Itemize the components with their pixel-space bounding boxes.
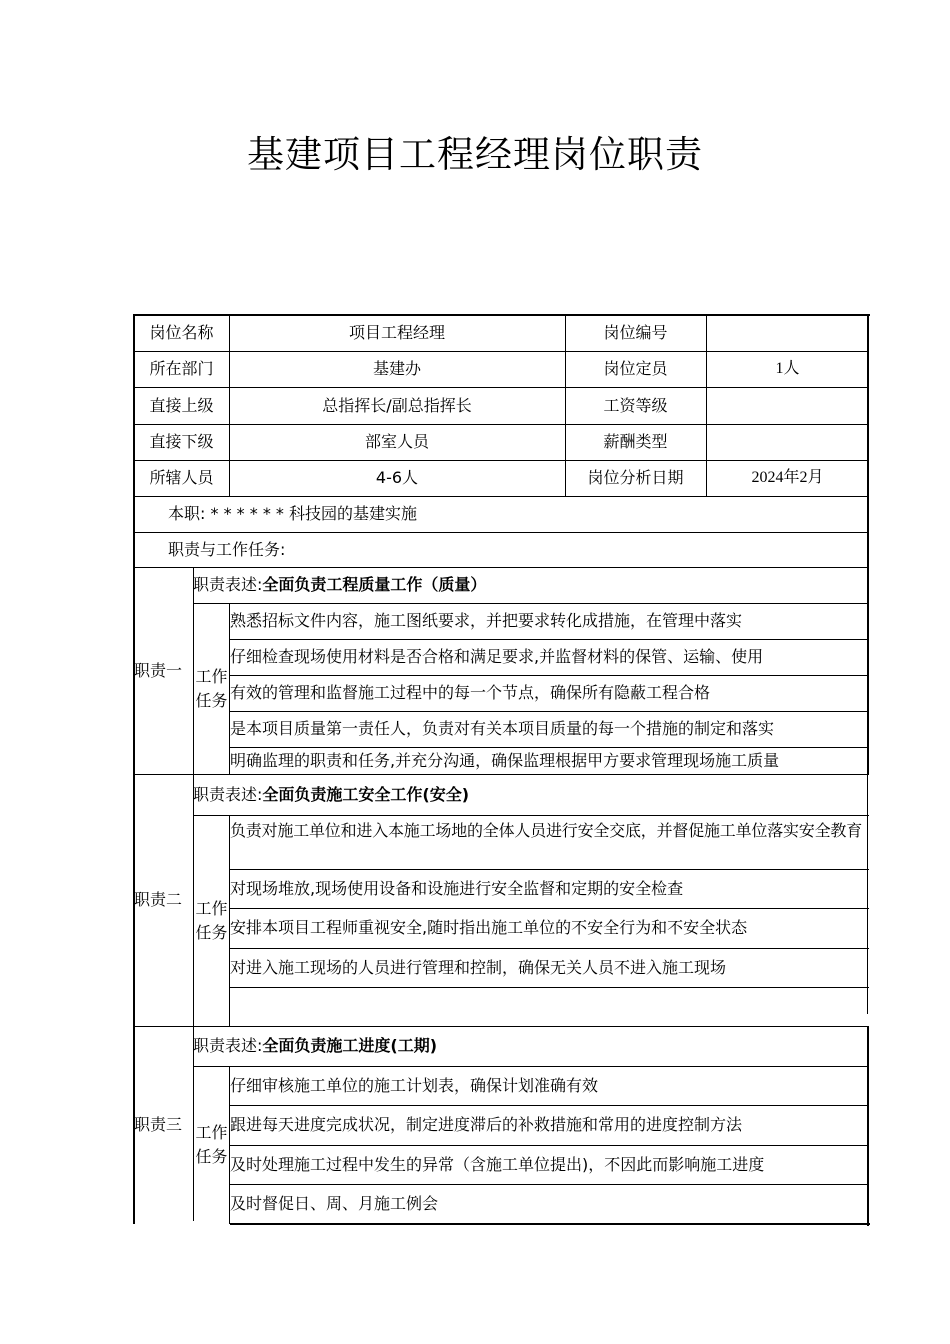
field-value: 总指挥长/副总指挥长 (322, 395, 472, 415)
field-value: 2024年2月 (751, 469, 824, 486)
work-task-item: 熟悉招标文件内容，施工图纸要求，并把要求转化成措施，在管理中落实 (230, 611, 743, 630)
duty-description-value: 全面负责施工进度(工期) (262, 1036, 438, 1055)
work-task-item: 是本项目质量第一责任人，负责对有关本项目质量的每一个措施的制定和落实 (230, 719, 775, 738)
work-tasks-label-line: 任务 (195, 922, 228, 942)
duty-description (193, 1026, 869, 1066)
duty-description-label: 职责表述: (193, 575, 263, 594)
field-value (706, 315, 869, 351)
work-task-item: 及时督促日、周、月施工例会 (230, 1193, 439, 1213)
work-tasks-label-line: 任务 (195, 1147, 228, 1166)
field-label: 岗位定员 (603, 359, 668, 378)
work-task-item: 仔细审核施工单位的施工计划表，确保计划准确有效 (230, 1075, 599, 1095)
duty-name: 职责二 (134, 890, 183, 909)
duty-name: 职责一 (134, 660, 183, 680)
field-label: 所在部门 (149, 359, 214, 378)
work-task-item (230, 987, 869, 1026)
field-value: 4-6人 (375, 468, 419, 487)
field-value: 1人 (775, 360, 800, 377)
duty-description (193, 567, 869, 603)
table-bottom-border (230, 1223, 870, 1225)
work-task-item: 跟进每天进度完成状况，制定进度滞后的补救措施和常用的进度控制方法 (230, 1115, 743, 1134)
work-tasks-label-line: 任务 (195, 690, 228, 710)
work-task-item: 对进入施工现场的人员进行管理和控制，确保无关人员不进入施工现场 (230, 957, 727, 977)
field-label: 工资等级 (603, 395, 668, 415)
duty-description-value: 全面负责工程质量工作（质量） (262, 575, 487, 594)
duty-description-label: 职责表述: (193, 784, 263, 804)
work-tasks-label-line: 工作 (195, 1123, 228, 1142)
work-tasks-label-line: 工作 (195, 898, 228, 918)
work-tasks-label (193, 815, 230, 1026)
duties-heading: 职责与工作任务: (168, 539, 286, 559)
field-label: 岗位编号 (603, 323, 668, 342)
work-tasks-label (193, 603, 230, 774)
duty-separator (134, 774, 193, 775)
duty-description-value: 全面负责施工安全工作(安全) (262, 784, 470, 804)
duty-name: 职责三 (134, 1115, 183, 1134)
field-label: 岗位分析日期 (587, 468, 684, 487)
field-value (706, 387, 869, 424)
work-task-item: 及时处理施工过程中发生的异常（含施工单位提出)，不因此而影响施工进度 (230, 1154, 765, 1174)
work-task-item: 对现场堆放,现场使用设备和设施进行安全监督和定期的安全检查 (230, 878, 684, 898)
field-label: 直接下级 (149, 432, 214, 451)
main-duty-text: 本职: * * * * * * 科技园的基建实施 (168, 504, 417, 523)
duty-separator (134, 1026, 193, 1027)
field-value: 项目工程经理 (348, 323, 445, 342)
duty-description (193, 774, 869, 815)
work-task-item: 有效的管理和监督施工过程中的每一个节点，确保所有隐蔽工程合格 (230, 683, 711, 702)
field-label: 薪酬类型 (603, 432, 668, 451)
duty-description-label: 职责表述: (193, 1036, 263, 1055)
field-label: 岗位名称 (149, 323, 214, 342)
work-task-item: 安排本项目工程师重视安全,随时指出施工单位的不安全行为和不安全状态 (230, 918, 748, 937)
field-value (706, 424, 869, 460)
work-task-item: 仔细检查现场使用材料是否合格和满足要求,并监督材料的保管、运输、使用 (230, 647, 764, 666)
field-label: 直接上级 (149, 395, 214, 415)
work-task-item: 明确监理的职责和任务,并充分沟通，确保监理根据甲方要求管理现场施工质量 (230, 750, 780, 770)
work-tasks-label-line: 工作 (195, 666, 228, 686)
field-value: 基建办 (372, 359, 421, 378)
field-value: 部室人员 (364, 432, 429, 451)
work-tasks-label (193, 1066, 230, 1224)
field-label: 所辖人员 (149, 468, 214, 487)
document-title: 基建项目工程经理岗位职责 (247, 133, 703, 176)
work-task-item: 负责对施工单位和进入本施工场地的全体人员进行安全交底，并督促施工单位落实安全教育 (230, 821, 863, 840)
